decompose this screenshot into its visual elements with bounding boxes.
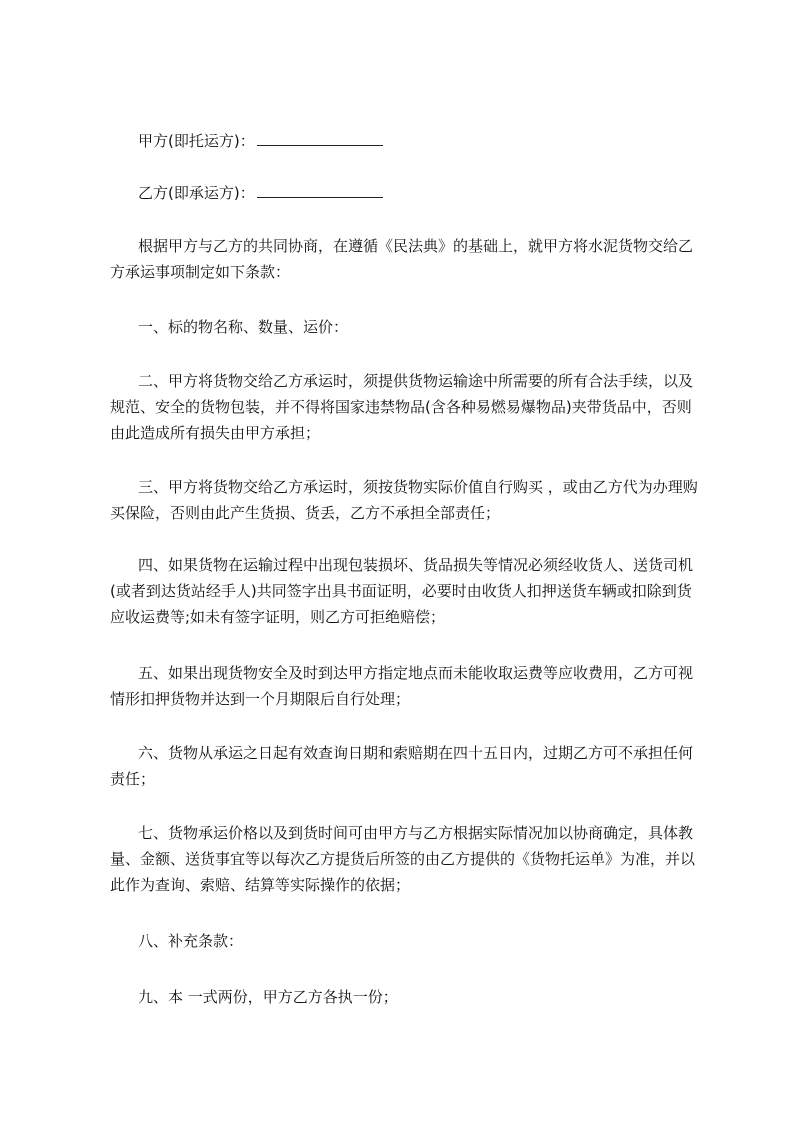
clause-1 — [110, 314, 700, 340]
clause-9-text: 九、本 一式两份，甲方乙方各执一份； — [138, 988, 398, 1006]
clause-4-text: 四、如果货物在运输过程中出现包装损坏、货品损失等情况必须经收货人、送货司机(或者到达货站经手人)共同签字出具书面证明，必要时由收货人扣押送货车辆或扣除到货应收运费等;如未有签字证明，则乙方可拒绝赔偿； — [110, 556, 694, 626]
clause-9 — [110, 984, 700, 1010]
clause-5 — [110, 660, 700, 712]
party-a-blank — [257, 131, 383, 146]
clause-3 — [110, 474, 700, 526]
party-b-line — [110, 180, 700, 206]
party-b-label: 乙方(即承运方)： — [138, 184, 255, 202]
clause-6-text: 六、货物从承运之日起有效查询日期和索赔期在四十五日内，过期乙方可不承担任何责任； — [110, 744, 694, 788]
clause-2 — [110, 368, 700, 446]
clause-8-text: 八、补充条款： — [138, 932, 244, 950]
party-a-label: 甲方(即托运方)： — [138, 132, 255, 150]
party-a-line — [110, 128, 700, 154]
clause-6 — [110, 740, 700, 792]
intro-text: 根据甲方与乙方的共同协商，在遵循《民法典》的基础上，就甲方将水泥货物交给乙方承运事项制定如下条款： — [110, 237, 694, 281]
clause-8 — [110, 928, 700, 954]
clause-2-text: 二、甲方将货物交给乙方承运时，须提供货物运输途中所需要的所有合法手续，以及规范、安全的货物包装，并不得将国家违禁物品(含各种易燃易爆物品)夹带货品中，否则由此造成所有损失由甲方承担； — [110, 372, 694, 442]
intro-paragraph — [110, 233, 700, 285]
clause-3-text: 三、甲方将货物交给乙方承运时，须按货物实际价值自行购买 ，或由乙方代为办理购买保险，否则由此产生货损、货丢，乙方不承担全部责任； — [110, 478, 698, 522]
clause-4 — [110, 552, 700, 630]
clause-5-text: 五、如果出现货物安全及时到达甲方指定地点而未能收取运费等应收费用，乙方可视情形扣押货物并达到一个月期限后自行处理； — [110, 664, 694, 708]
party-b-blank — [257, 183, 383, 198]
clause-7-text: 七、货物承运价格以及到货时间可由甲方与乙方根据实际情况加以协商确定，具体教量、金额、送货事宜等以每次乙方提货后所签的由乙方提供的《货物托运单》为准，并以此作为查询、索赔、结算等实际操作的依据； — [110, 824, 696, 894]
clause-7 — [110, 820, 700, 898]
clause-1-text: 一、标的物名称、数量、运价： — [138, 318, 349, 336]
